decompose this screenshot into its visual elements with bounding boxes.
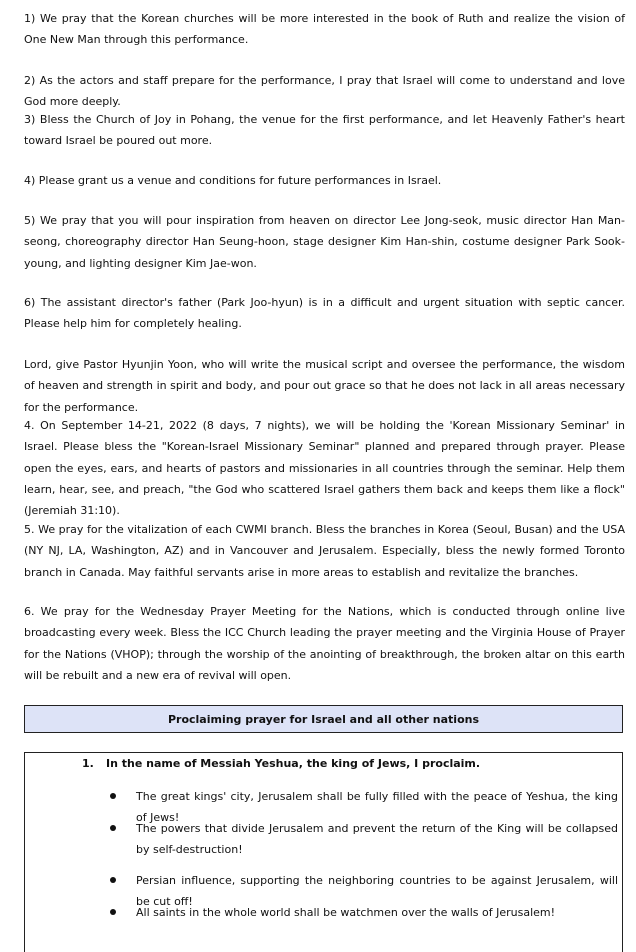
paragraph-3: 3) Bless the Church of Joy in Pohang, the venue for the first performance, and let Heavenly Father's heart toward Israel be poured out more. xyxy=(24,113,625,148)
bullet-3: Persian influence, supporting the neighboring countries to be against Jerusalem, will be cut off! xyxy=(136,874,618,908)
bullet-1: The great kings' city, Jerusalem shall be fully filled with the peace of Yeshua, the king of Jews! xyxy=(136,790,618,824)
proclamation-heading xyxy=(82,756,480,772)
paragraph-prayer-meeting: 6. We pray for the Wednesday Prayer Meeting for the Nations, which is conducted through online live broadcasting every week. Bless the ICC Church leading the prayer meeting and the Virginia House of Prayer for the Nations (VHOP); through the worship of the anointing of breakthrough, the broken altar on this earth will be rebuilt and a new era of revival will open. xyxy=(24,605,625,682)
section-header xyxy=(24,705,623,733)
bullet-dot-1 xyxy=(110,793,116,799)
bullet-4: All saints in the whole world shall be watchmen over the walls of Jerusalem! xyxy=(136,906,556,919)
bullet-dot-2 xyxy=(110,825,116,831)
paragraph-branches: 5. We pray for the vitalization of each CWMI branch. Bless the branches in Korea (Seoul, Busan) and the USA (NY NJ, LA, Washington, AZ) and in Vancouver and Jerusalem. Especially, bless the newly formed Toronto branch in Canada. May faithful servants arise in more areas to establish and revitalize the branches. xyxy=(24,523,625,579)
paragraph-5: 5) We pray that you will pour inspiration from heaven on director Lee Jong-seok, music director Han Man-seong, choreography director Han Seung-hoon, stage designer Kim Han-shin, costume designer Park Sook-young, and lighting designer Kim Jae-won. xyxy=(24,214,625,270)
bullet-dot-3 xyxy=(110,877,116,883)
bullet-2: The powers that divide Jerusalem and prevent the return of the King will be collapsed by self-destruction! xyxy=(136,822,618,856)
paragraph-4: 4) Please grant us a venue and conditions for future performances in Israel. xyxy=(24,174,442,187)
paragraph-1: 1) We pray that the Korean churches will be more interested in the book of Ruth and realize the vision of One New Man through this performance. xyxy=(24,12,625,47)
paragraph-6: 6) The assistant director's father (Park Joo-hyun) is in a difficult and urgent situation with septic cancer. Please help him for completely healing. xyxy=(24,296,625,331)
proclamation-heading-text: In the name of Messiah Yeshua, the king of Jews, I proclaim. xyxy=(106,757,481,770)
section-header-title: Proclaiming prayer for Israel and all other nations xyxy=(167,712,480,726)
bullet-dot-4 xyxy=(110,909,116,915)
paragraph-pastor: Lord, give Pastor Hyunjin Yoon, who will write the musical script and oversee the performance, the wisdom of heaven and strength in spirit and body, and pour out grace so that he does not lack in all areas necessary for the performance. xyxy=(24,358,625,414)
paragraph-2: 2) As the actors and staff prepare for the performance, I pray that Israel will come to understand and love God more deeply. xyxy=(24,74,625,109)
paragraph-seminar: 4. On September 14-21, 2022 (8 days, 7 nights), we will be holding the 'Korean Missionary Seminar' in Israel. Please bless the "Korean-Israel Missionary Seminar" planned and prepared through prayer. Please open the eyes, ears, and hearts of pastors and missionaries in all countries through the seminar. Help them learn, hear, see, and preach, "the God who scattered Israel gathers them back and keeps them like a flock" (Jeremiah 31:10). xyxy=(24,419,625,518)
proclamation-number: 1. xyxy=(82,757,94,770)
